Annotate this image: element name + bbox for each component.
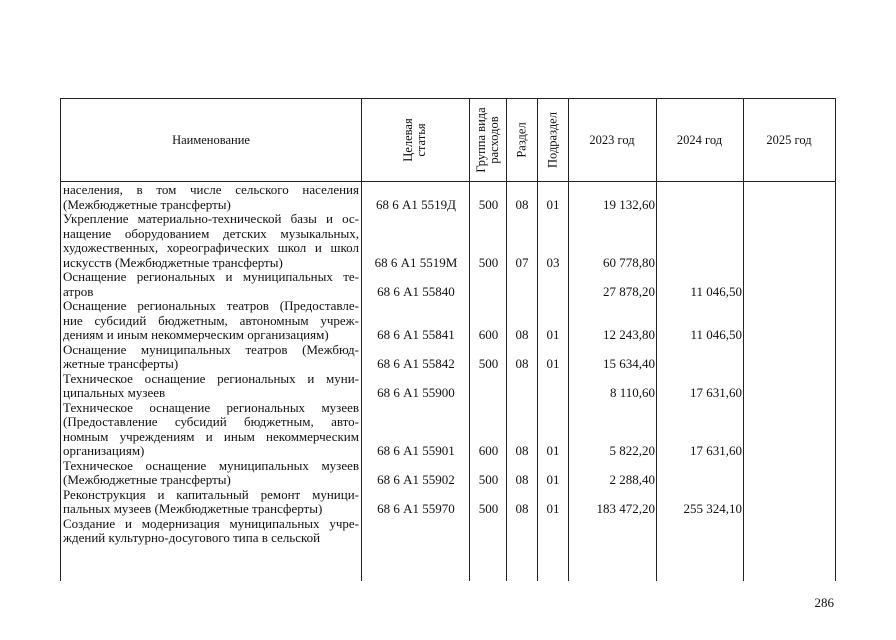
row-name-line: пальных музеев (Межбюджетные трансферты) — [63, 502, 323, 516]
row-code: 68 6 А1 5519Д — [375, 196, 456, 212]
table-row — [61, 212, 835, 270]
row-name — [63, 270, 359, 299]
row-value-2024: 17 631,60 — [690, 443, 742, 458]
row-group: 600 — [478, 443, 499, 458]
row-name-line: нащение оборудованием детских музыкальных, — [63, 226, 359, 241]
row-code: 68 6 А1 55841 — [377, 327, 455, 342]
row-name-line: (Предоставление субсидий бюджетным, авто- — [63, 415, 359, 429]
row-name-line: организациям) — [63, 444, 145, 458]
row-name-line: (Межбюджетные трансферты) — [63, 473, 231, 487]
row-value-2024: 11 046,50 — [690, 327, 742, 342]
row-name-line: (Межбюджетные трансферты) — [63, 197, 231, 212]
row-name-line: Техническое оснащение региональных и муни- — [63, 371, 359, 386]
row-name-line: Техническое оснащение региональных музеев — [63, 400, 359, 415]
row-subsection: 01 — [546, 356, 560, 371]
row-section: 08 — [515, 327, 529, 342]
row-code: 68 6 А1 55840 — [377, 283, 455, 299]
row-value-2023: 12 243,80 — [603, 327, 655, 342]
table-row — [61, 372, 835, 401]
row-value-2023: 19 132,60 — [603, 196, 655, 212]
header-divider — [61, 181, 835, 182]
row-subsection: 03 — [546, 254, 560, 270]
row-value-2023: 5 822,20 — [609, 443, 655, 458]
table-row — [61, 270, 835, 299]
row-subsection: 01 — [546, 196, 560, 212]
row-value-2023: 8 110,60 — [609, 385, 655, 400]
row-section: 08 — [515, 356, 529, 371]
table-row — [61, 299, 835, 343]
row-section: 07 — [515, 254, 529, 270]
row-name-line: Реконструкция и капитальный ремонт муници- — [63, 487, 359, 502]
row-group: 600 — [478, 327, 499, 342]
row-group: 500 — [478, 472, 499, 487]
row-section: 08 — [515, 196, 529, 212]
row-name — [63, 488, 359, 517]
row-code: 68 6 А1 55970 — [377, 501, 455, 516]
row-subsection: 01 — [546, 327, 560, 342]
row-name — [63, 372, 359, 401]
row-name-line: Оснащение региональных и муниципальных те- — [63, 270, 359, 284]
header-2023: 2023 год — [589, 132, 635, 147]
row-group: 500 — [478, 196, 499, 212]
row-value-2024: 11 046,50 — [690, 283, 742, 299]
row-subsection: 01 — [546, 443, 560, 458]
row-name — [63, 212, 359, 270]
row-name — [63, 459, 359, 488]
row-name-line: Создание и модернизация муниципальных учре- — [63, 516, 359, 531]
row-name-line: номным учреждениям и иным некоммерческим — [63, 429, 359, 444]
row-section: 08 — [515, 472, 529, 487]
row-value-2023: 183 472,20 — [596, 501, 655, 516]
row-value-2023: 2 288,40 — [609, 472, 655, 487]
row-code: 68 6 А1 55842 — [377, 356, 455, 371]
table-row — [61, 401, 835, 459]
row-section: 08 — [515, 501, 529, 516]
row-section: 08 — [515, 443, 529, 458]
row-value-2023: 27 878,20 — [603, 283, 655, 299]
row-group: 500 — [478, 356, 499, 371]
row-name-line: Техническое оснащение муниципальных музеев — [63, 458, 359, 473]
row-code: 68 6 А1 55900 — [377, 385, 455, 400]
header-name: Наименование — [172, 132, 250, 147]
table-row — [61, 343, 835, 372]
row-name-line: Оснащение региональных театров (Предоставле- — [63, 299, 359, 313]
row-name-line: Оснащение муниципальных театров (Межбюд- — [63, 342, 359, 357]
row-name-line: жетные трансферты) — [63, 357, 179, 371]
row-name-line: художественных, хореографических школ и школ — [63, 241, 359, 255]
row-name-line: ние субсидий бюджетным, автономным учреж- — [63, 313, 359, 328]
row-code: 68 6 А1 55902 — [377, 472, 455, 487]
table-row — [61, 459, 835, 488]
table-row — [61, 488, 835, 517]
row-name-line: искусств (Межбюджетные трансферты) — [63, 255, 283, 270]
row-name — [63, 343, 359, 372]
header-2025: 2025 год — [766, 132, 812, 147]
row-subsection: 01 — [546, 472, 560, 487]
header-subsection: Подраздел — [545, 112, 559, 168]
row-group: 500 — [478, 254, 499, 270]
row-value-2024: 17 631,60 — [690, 385, 742, 400]
row-group: 500 — [478, 501, 499, 516]
row-name-line: Укрепление материально-технической базы и ос- — [63, 212, 359, 226]
row-name — [63, 517, 359, 546]
row-value-2024: 255 324,10 — [683, 501, 742, 516]
header-2024: 2024 год — [676, 132, 723, 147]
header-code: Целевая статья — [401, 118, 428, 162]
row-name — [63, 299, 359, 343]
row-name-line: ждений культурно-досугового типа в сельской — [63, 531, 321, 545]
row-code: 68 6 А1 5519М — [374, 254, 458, 270]
page-number: 286 — [814, 595, 834, 610]
row-name-line: атров — [63, 284, 94, 299]
row-code: 68 6 А1 55901 — [377, 443, 455, 458]
header-group: Группа вида расходов — [473, 107, 501, 173]
row-name — [63, 183, 359, 212]
row-value-2023: 15 634,40 — [603, 356, 655, 371]
table-row — [61, 183, 835, 212]
budget-table — [60, 98, 836, 581]
row-name-line: дениям и иным некоммерческим организациям) — [63, 328, 329, 342]
row-value-2023: 60 778,80 — [603, 254, 655, 270]
row-name-line: ципальных музеев — [63, 386, 166, 400]
table-row — [61, 517, 835, 546]
row-name — [63, 401, 359, 459]
row-name-line: населения, в том числе сельского населения — [63, 183, 359, 197]
header-section: Раздел — [514, 122, 528, 158]
row-subsection: 01 — [546, 501, 560, 516]
